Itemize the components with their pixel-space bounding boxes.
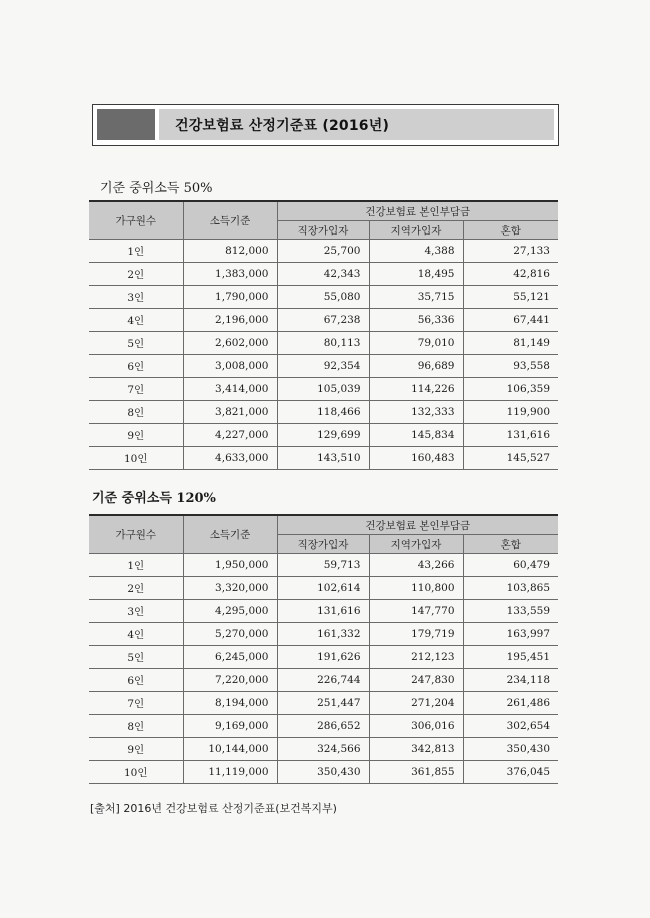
income-cell: 3,414,000 (183, 378, 277, 401)
regional-cell: 132,333 (369, 401, 463, 424)
household-cell: 3인 (89, 600, 183, 623)
regional-cell: 212,123 (369, 646, 463, 669)
household-cell: 7인 (89, 378, 183, 401)
employee-cell: 118,466 (277, 401, 369, 424)
household-cell: 8인 (89, 401, 183, 424)
regional-cell: 43,266 (369, 554, 463, 577)
household-cell: 4인 (89, 623, 183, 646)
employee-cell: 161,332 (277, 623, 369, 646)
income-cell: 3,821,000 (183, 401, 277, 424)
employee-cell: 102,614 (277, 577, 369, 600)
household-cell: 2인 (89, 577, 183, 600)
mixed-cell: 93,558 (463, 355, 558, 378)
mixed-cell: 131,616 (463, 424, 558, 447)
header-mixed: 혼합 (463, 535, 558, 554)
regional-cell: 147,770 (369, 600, 463, 623)
employee-cell: 59,713 (277, 554, 369, 577)
income-cell: 10,144,000 (183, 738, 277, 761)
header-income: 소득기준 (183, 201, 277, 240)
source-note: [출처] 2016년 건강보험료 산정기준표(보건복지부) (90, 802, 337, 815)
table-row (89, 378, 558, 401)
household-cell: 9인 (89, 424, 183, 447)
household-cell: 6인 (89, 669, 183, 692)
employee-cell: 251,447 (277, 692, 369, 715)
income-cell: 1,790,000 (183, 286, 277, 309)
premium-table-50 (89, 200, 558, 470)
table-row (89, 401, 558, 424)
regional-cell: 18,495 (369, 263, 463, 286)
income-cell: 2,602,000 (183, 332, 277, 355)
income-cell: 11,119,000 (183, 761, 277, 784)
employee-cell: 67,238 (277, 309, 369, 332)
employee-cell: 350,430 (277, 761, 369, 784)
mixed-cell: 195,451 (463, 646, 558, 669)
mixed-cell: 60,479 (463, 554, 558, 577)
table-row (89, 761, 558, 784)
regional-cell: 179,719 (369, 623, 463, 646)
table-row (89, 309, 558, 332)
regional-cell: 79,010 (369, 332, 463, 355)
mixed-cell: 163,997 (463, 623, 558, 646)
table-row (89, 332, 558, 355)
title-bar-dark-block (97, 109, 155, 140)
income-cell: 1,950,000 (183, 554, 277, 577)
mixed-cell: 106,359 (463, 378, 558, 401)
header-employee: 직장가입자 (277, 535, 369, 554)
regional-cell: 160,483 (369, 447, 463, 470)
premium-table-120 (89, 514, 558, 784)
employee-cell: 80,113 (277, 332, 369, 355)
section-title-120: 기준 중위소득 120% (92, 491, 216, 506)
household-cell: 10인 (89, 761, 183, 784)
mixed-cell: 350,430 (463, 738, 558, 761)
employee-cell: 143,510 (277, 447, 369, 470)
employee-cell: 324,566 (277, 738, 369, 761)
income-cell: 3,008,000 (183, 355, 277, 378)
table-body (89, 240, 558, 470)
title-bar (92, 104, 559, 146)
household-cell: 1인 (89, 554, 183, 577)
income-cell: 4,633,000 (183, 447, 277, 470)
header-employee: 직장가입자 (277, 221, 369, 240)
regional-cell: 342,813 (369, 738, 463, 761)
table-body (89, 554, 558, 784)
employee-cell: 129,699 (277, 424, 369, 447)
household-cell: 9인 (89, 738, 183, 761)
income-cell: 4,295,000 (183, 600, 277, 623)
table-row (89, 447, 558, 470)
household-cell: 8인 (89, 715, 183, 738)
table-row (89, 286, 558, 309)
regional-cell: 145,834 (369, 424, 463, 447)
section-title-50: 기준 중위소득 50% (100, 181, 213, 196)
table-row (89, 355, 558, 378)
mixed-cell: 42,816 (463, 263, 558, 286)
income-cell: 7,220,000 (183, 669, 277, 692)
table-row (89, 623, 558, 646)
income-cell: 5,270,000 (183, 623, 277, 646)
regional-cell: 247,830 (369, 669, 463, 692)
header-regional: 지역가입자 (369, 535, 463, 554)
table-row (89, 715, 558, 738)
header-premium-group: 건강보험료 본인부담금 (277, 515, 558, 535)
mixed-cell: 27,133 (463, 240, 558, 263)
table-row (89, 646, 558, 669)
table-row (89, 554, 558, 577)
income-cell: 9,169,000 (183, 715, 277, 738)
income-cell: 6,245,000 (183, 646, 277, 669)
income-cell: 3,320,000 (183, 577, 277, 600)
household-cell: 4인 (89, 309, 183, 332)
income-cell: 8,194,000 (183, 692, 277, 715)
regional-cell: 114,226 (369, 378, 463, 401)
table-row (89, 240, 558, 263)
regional-cell: 110,800 (369, 577, 463, 600)
table-row (89, 738, 558, 761)
household-cell: 10인 (89, 447, 183, 470)
header-regional: 지역가입자 (369, 221, 463, 240)
mixed-cell: 133,559 (463, 600, 558, 623)
employee-cell: 226,744 (277, 669, 369, 692)
table-row (89, 669, 558, 692)
mixed-cell: 261,486 (463, 692, 558, 715)
mixed-cell: 376,045 (463, 761, 558, 784)
table-row (89, 577, 558, 600)
table-row (89, 692, 558, 715)
mixed-cell: 55,121 (463, 286, 558, 309)
employee-cell: 105,039 (277, 378, 369, 401)
income-cell: 2,196,000 (183, 309, 277, 332)
income-cell: 1,383,000 (183, 263, 277, 286)
regional-cell: 56,336 (369, 309, 463, 332)
mixed-cell: 81,149 (463, 332, 558, 355)
employee-cell: 286,652 (277, 715, 369, 738)
income-cell: 812,000 (183, 240, 277, 263)
regional-cell: 306,016 (369, 715, 463, 738)
mixed-cell: 67,441 (463, 309, 558, 332)
mixed-cell: 234,118 (463, 669, 558, 692)
header-mixed: 혼합 (463, 221, 558, 240)
header-household: 가구원수 (89, 201, 183, 240)
page-title: 건강보험료 산정기준표 (2016년) (175, 118, 390, 134)
employee-cell: 42,343 (277, 263, 369, 286)
employee-cell: 92,354 (277, 355, 369, 378)
mixed-cell: 119,900 (463, 401, 558, 424)
household-cell: 3인 (89, 286, 183, 309)
table-row (89, 424, 558, 447)
household-cell: 5인 (89, 332, 183, 355)
household-cell: 1인 (89, 240, 183, 263)
household-cell: 2인 (89, 263, 183, 286)
mixed-cell: 103,865 (463, 577, 558, 600)
income-cell: 4,227,000 (183, 424, 277, 447)
regional-cell: 361,855 (369, 761, 463, 784)
regional-cell: 96,689 (369, 355, 463, 378)
employee-cell: 191,626 (277, 646, 369, 669)
mixed-cell: 145,527 (463, 447, 558, 470)
table-row (89, 263, 558, 286)
regional-cell: 271,204 (369, 692, 463, 715)
header-household: 가구원수 (89, 515, 183, 554)
household-cell: 7인 (89, 692, 183, 715)
employee-cell: 25,700 (277, 240, 369, 263)
employee-cell: 131,616 (277, 600, 369, 623)
table-row (89, 600, 558, 623)
household-cell: 5인 (89, 646, 183, 669)
mixed-cell: 302,654 (463, 715, 558, 738)
employee-cell: 55,080 (277, 286, 369, 309)
regional-cell: 35,715 (369, 286, 463, 309)
regional-cell: 4,388 (369, 240, 463, 263)
header-income: 소득기준 (183, 515, 277, 554)
header-premium-group: 건강보험료 본인부담금 (277, 201, 558, 221)
household-cell: 6인 (89, 355, 183, 378)
